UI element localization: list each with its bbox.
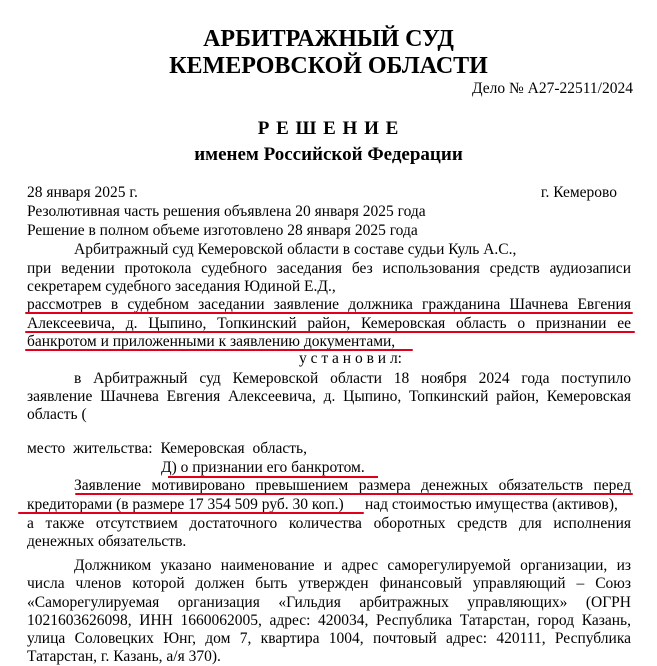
highlight-underline [18, 512, 364, 514]
decision-subtitle: именем Российской Федерации [194, 144, 463, 165]
body-line: улица Соловецких Юнг, дом 7, квартира 1004, почтовый адрес: 420111, Республика [27, 630, 631, 647]
highlight-underline [75, 493, 633, 495]
body-line: рассмотрев в судебном заседании заявление должника гражданина Шачнева Евгения [27, 296, 631, 313]
body-line: заявление Шачнева Евгения Алексеевича, д. Цыпино, Топкинский район, Кемеровская [27, 388, 631, 405]
body-line: место жительства: Кемеровская область, [27, 440, 308, 457]
body-line: Заявление мотивировано превышением размера денежных обязательств перед [74, 477, 631, 494]
body-line: 1021603626098, ИНН 1660062005, адрес: 420034, Республика Татарстан, город Казань, [27, 612, 631, 629]
body-line: Татарстан, г. Казань, а/я 370). [27, 648, 221, 665]
body-line: «Саморегулируемая организация «Гильдия арбитражных управляющих» (ОГРН [27, 594, 631, 611]
decision-title: Р Е Ш Е Н И Е [257, 118, 400, 139]
court-name-line2: КЕМЕРОВСКОЙ ОБЛАСТИ [169, 53, 488, 79]
highlight-underline [25, 331, 635, 333]
full-text-prepared: Решение в полном объеме изготовлено 28 января 2025 года [27, 222, 418, 239]
body-line: Алексеевича, д. Цыпино, Топкинский район, Кемеровская область о признании ее [27, 315, 631, 332]
body-line: числа членов которой должен быть утвержден финансовый управляющий – Союз [27, 575, 631, 592]
body-line: область ( [27, 406, 87, 423]
court-name-line1: АРБИТРАЖНЫЙ СУД [203, 26, 454, 52]
body-line: Д) о признании его банкротом. [161, 459, 365, 476]
body-line: Арбитражный суд Кемеровской области в составе судьи Куль А.С., [74, 241, 517, 258]
body-line: над стоимостью имущества (активов), [365, 496, 618, 513]
decision-city: г. Кемерово [540, 184, 617, 201]
body-line: банкротом и приложенными к заявлению документами, [27, 333, 396, 350]
body-line: Должником указано наименование и адрес саморегулируемой организации, из [74, 557, 631, 574]
body-line: денежных обязательств. [27, 533, 187, 550]
body-line: при ведении протокола судебного заседания без использования средств аудиозаписи [27, 260, 631, 277]
ustanovil-heading: у с т а н о в и л: [299, 350, 402, 367]
body-line: в Арбитражный суд Кемеровской области 18 ноября 2024 года поступило [74, 370, 631, 387]
decision-date: 28 января 2025 г. [27, 184, 138, 201]
body-line: секретарем судебного заседания Юдиной Е.Д., [27, 278, 336, 295]
highlight-underline [25, 312, 633, 314]
case-number: Дело № А27-22511/2024 [471, 80, 633, 97]
body-line: а также отсутствием достаточного количества оборотных средств для исполнения [27, 515, 631, 532]
body-line: кредиторами (в размере 17 354 509 руб. 30 коп.) [27, 496, 344, 513]
resolution-announced: Резолютивная часть решения объявлена 20 января 2025 года [27, 203, 426, 220]
